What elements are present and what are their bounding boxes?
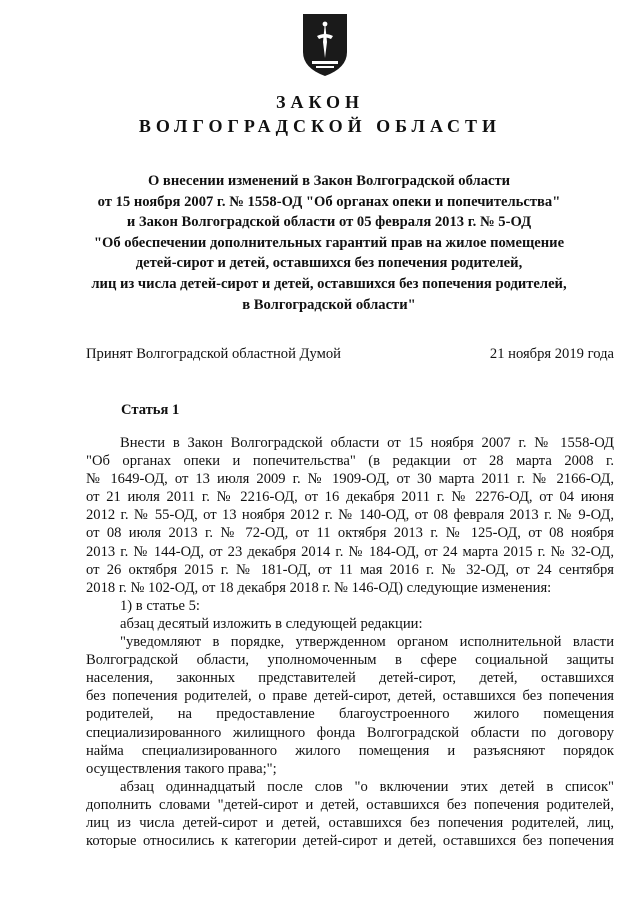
article-body xyxy=(86,434,614,850)
text-line: № 1649-ОД, от 13 июля 2009 г. № 1909-ОД, от 30 марта 2011 г. № 2166-ОД, xyxy=(86,471,614,488)
text-line: Волгоградской области, уполномоченным в сфере социальной защиты xyxy=(86,652,614,669)
text-line: от 26 октября 2015 г. № 181-ОД, от 11 мая 2016 г. № 32-ОД, от 24 сентября xyxy=(86,561,614,578)
text-line: 1) в статье 5: xyxy=(120,597,200,614)
subject-line: и Закон Волгоградской области от 05 февраля 2013 г. № 5-ОД xyxy=(126,214,532,231)
text-line: специализированного жилищного фонда Волгоградской области по договору xyxy=(86,724,614,741)
adopted-by: Принят Волгоградской областной Думой xyxy=(86,346,341,362)
region-title: ВОЛГОГРАДСКОЙ ОБЛАСТИ xyxy=(138,116,502,136)
article-heading: Статья 1 xyxy=(121,402,180,418)
adoption-date: 21 ноября 2019 года xyxy=(489,346,614,362)
text-line: "Об органах опеки и попечительства" (в редакции от 28 марта 2008 г. xyxy=(86,453,614,470)
coat-of-arms-icon xyxy=(300,12,350,78)
text-line: осуществления такого права;"; xyxy=(86,760,277,777)
text-line: 2018 г. № 102-ОД, от 18 декабря 2018 г. № 146-ОД) следующие изменения: xyxy=(86,579,552,596)
text-line: от 21 июля 2011 г. № 2216-ОД, от 16 декабря 2011 г. № 2276-ОД, от 04 июня xyxy=(86,489,614,506)
text-line: абзац десятый изложить в следующей редакции: xyxy=(120,615,423,632)
text-line: без попечения родителей, о праве детей-сирот, детей, оставшихся без попечения xyxy=(86,688,614,705)
subject-line: О внесении изменений в Закон Волгоградской области xyxy=(147,173,511,189)
text-line: родителей, на предоставление благоустроенного жилого помещения xyxy=(86,706,614,723)
law-subject xyxy=(40,171,618,315)
text-line: Внести в Закон Волгоградской области от 15 ноября 2007 г. № 1558-ОД xyxy=(120,435,614,451)
text-line: найма специализированного жилого помещения и разъясняют порядок xyxy=(86,742,614,759)
subject-line: детей-сирот и детей, оставшихся без попечения родителей, xyxy=(135,255,523,272)
adoption-line xyxy=(86,346,614,363)
subject-line: от 15 ноября 2007 г. № 1558-ОД "Об органах опеки и попечительства" xyxy=(97,193,561,210)
text-line: абзац одиннадцатый после слов "о включении этих детей в список" xyxy=(120,778,614,795)
text-line: от 08 июля 2013 г. № 72-ОД, от 11 октября 2013 г. № 125-ОД, от 08 ноября xyxy=(86,525,614,542)
text-line: 2012 г. № 55-ОД, от 13 ноября 2012 г. № 140-ОД, от 08 февраля 2013 г. № 9-ОД, xyxy=(86,507,614,524)
text-line: населения, законных представителей детей-сирот, детей, оставшихся xyxy=(86,670,614,687)
subject-line: "Об обеспечении дополнительных гарантий прав на жилое помещение xyxy=(93,234,565,251)
subject-line: в Волгоградской области" xyxy=(242,296,416,313)
text-line: лиц из числа детей-сирот и детей, оставшихся без попечения родителей, лиц, xyxy=(86,814,614,831)
text-line: дополнить словами "детей-сирот и детей, оставшихся без попечения родителей, xyxy=(86,796,614,813)
text-line: которые относились к категории детей-сирот и детей, оставшихся без попечения xyxy=(86,833,614,850)
subject-line: лиц из числа детей-сирот и детей, оставшихся без попечения родителей, xyxy=(91,275,567,292)
law-title: ЗАКОН xyxy=(275,92,365,112)
text-line: "уведомляют в порядке, утвержденном органом исполнительной власти xyxy=(120,634,614,651)
text-line: 2013 г. № 144-ОД, от 23 декабря 2014 г. № 184-ОД, от 24 марта 2015 г. № 32-ОД, xyxy=(86,543,614,560)
